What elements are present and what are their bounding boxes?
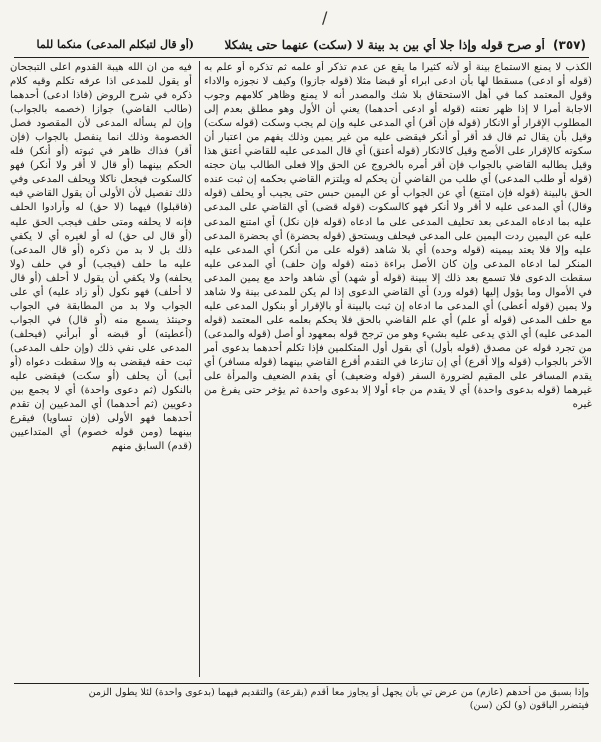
page-number: (٣٥٧) xyxy=(553,38,586,52)
footnote-rule xyxy=(14,683,589,684)
main-commentary-column xyxy=(199,61,592,677)
footnote-line: وإذا بسبق من أحدهم (عازم) من عرض تي بأن يجهل أو يجاوز معا أقدم (بقرعة) والتقديم فيهما (بدعوى واحدة) لئلا يطول الزمن xyxy=(88,687,589,698)
running-title: أو صرح قوله وإذا جلا أي بين بد بينة لا (سكت) عنهما حتى يشكلا xyxy=(224,38,545,52)
side-matn-column xyxy=(10,61,192,671)
pencil-mark: / xyxy=(322,8,328,27)
footnotes xyxy=(14,686,589,726)
side-matn-text: فيه من ان الله هيبة القدوم اعلى التبجحان أو يقول للمدعى اذا عرفه تكلم وقيه كلام ذكره في شرح الروض (فاذا ادعى) أحدهما (طالب القاضي) جوازا (خصمه بالجواب) وإن لم يسأله المدعى لأن المقصود فصل الخصومة وذلك انما ينفصل بالجواب (فإن أقر) فذاك ظاهر في ثبوته (أو أنكر) فله الحكم بينهما (أو قال لا أقر ولا أنكر) فهو كالسكوت فيجعل ناكلا ويحلف المدعى وفي ذلك تفصيل لأن الأولى أن يقول القاضي فيه (فاقبلوا) فيهما (لا حق) له وأرادوا الحلف فإنه لا يحلفه ومتى حلف فيجب الحق عليه (أو قال لى حق) له أو لغيره أي لا يكفي ذلك بل لا بد من ذكره (أو قال المدعى) عليه ما حلف (فيجب) أو في حلف (ولا يحلفه) ولا يكفي أن يقول لا أحلف (أو قال لا أحلف) فهو نكول (أو زاد عليه) أي على الجواب ولا بد من المطابقة في الجواب وحينئذ يسمع منه (أو قال) في الجواب (أعطيته) أو قبضه أو أبرأني (فيحلف) المدعى على نفي ذلك (وإن حلف المدعى) ثبت حقه فيقضى به وإلا سقطت دعواه (أو أبى) أن يحلف (أو سكت) فيقضى عليه بالنكول (ثم دعوى واحدة) أي لا يجمع بين دعويين (ثم أحدهما) أي المدعيين إن تقدم أحدهما فهو الأولى (فإن تساويا) فيقرع بينهما (ومن قوله خصوم) أي المتداعيين (قدم) السابق منهم xyxy=(10,62,192,453)
side-column-header: (أو قال لتبكلم المدعى) منكما للما xyxy=(36,38,194,51)
main-commentary-text: الكذب لا يمنع الاستماع بينة أو لأنه كثيرا ما يقع عن عدم تذكر أو علمه ثم تذكره أو علم به (قوله أو ادعى) مسقطا لها بأن ادعى ابراء أو قبضا مثلا (قوله جازوا) وكيف لا نجوزه والاداء وقول المعتمد كما في أهل الاستحقاق بلا شك والمصدر أنه لا يمنع وظاهر كلامهم وجوب الاجابة أمرا لا إذا ظهر تعنته (قوله أو ادعى أحدهما) يعني أن الأول وهو مطلق بعدم إلى المطلوب الإقرار أو الانكار (قوله فإن أقر) أي المدعى عليه وإن لم يجب وسكت (قوله سكت) وقيل بأن يقال ثم قال قد أقر أو أنكر فيقضى عليه من غير يمين وذلك يفهم من اعتبار أن سكوته كالإقرار على الأصح وقيل كالانكار (قوله أعتق) أي قال المدعى عليه للقاضي أعتق هذا وقيل يطالبه القاضي بالجواب فإن أقر أمره بالخروج عن الحق وإلا فعلى الطالب بيان حجته (قوله أو طلب المدعى) أي طلب من القاضي أن يحكم له ويلتزم القاضي بحكمه إن ثبت عنده الحق بالبينة (قوله فإن امتنع) أي عن الجواب أو عن اليمين حبس حتى يجيب أو يحلف (قوله وقال) أي المدعى عليه لا أقر ولا أنكر فهو كالسكوت (قوله قضى) أي القاضي على المدعى عليه بما ادعاه المدعى بعد تحليف المدعى على ما ادعاه (قوله فإن نكل) أي امتنع المدعى عليه عن اليمين ردت اليمين على المدعى فيحلف ويستحق (قوله بحضرة) أي بحضرة المدعى عليه وإلا فلا يعتد بيمينه (قوله وحده) أي بلا شاهد (قوله على من أنكر) أي المدعى عليه المنكر لما ادعاه المدعى وإن كان الأصل براءة ذمته (قوله وإن حلف) أي المدعى عليه سقطت الدعوى فلا تسمع بعد ذلك إلا ببينة (قوله أو شهد) أي شاهد واحد مع يمين المدعى في الأموال وما يؤول إليها (قوله ورد) أي القاضي الدعوى إذا لم يكن للمدعى بينة ولا شاهد ولا يمين (قوله أعطى) أي المدعى ما ادعاه إن ثبت بالبينة أو بالإقرار أو بنكول المدعى عليه مع حلف المدعى (قوله أو علم) أي علم القاضي بالحق فلا يحكم بعلمه على المعتمد (قوله المدعى عليه) أي الذي يدعى عليه بشيء وهو من ترجح قوله بمعهود أو أصل (قوله والمدعى) من تجرد قوله عن مصدق (قوله بأول) أي بقول أول المتكلمين فإذا تكلم أحدهما بدعوى أمر الآخر بالجواب (قوله وإلا أقرع) أي إن تنازعا في التقدم أقرع القاضي بينهما (قوله مسافر) أي يقدم المسافر على المقيم لضرورة السفر (قوله وضعيف) أي يقدم الضعيف والمرأة على غيرهما (قوله بدعوى واحدة) أي لا يقدم من جاء أولا إلا بدعوى واحدة ثم يؤخر حتى يفرغ من غيره xyxy=(204,62,592,411)
header-rule xyxy=(14,57,589,58)
footnote-line: فيتضرر الباقون (و) لكن (سن) xyxy=(469,700,589,711)
main-column-header xyxy=(198,38,590,56)
